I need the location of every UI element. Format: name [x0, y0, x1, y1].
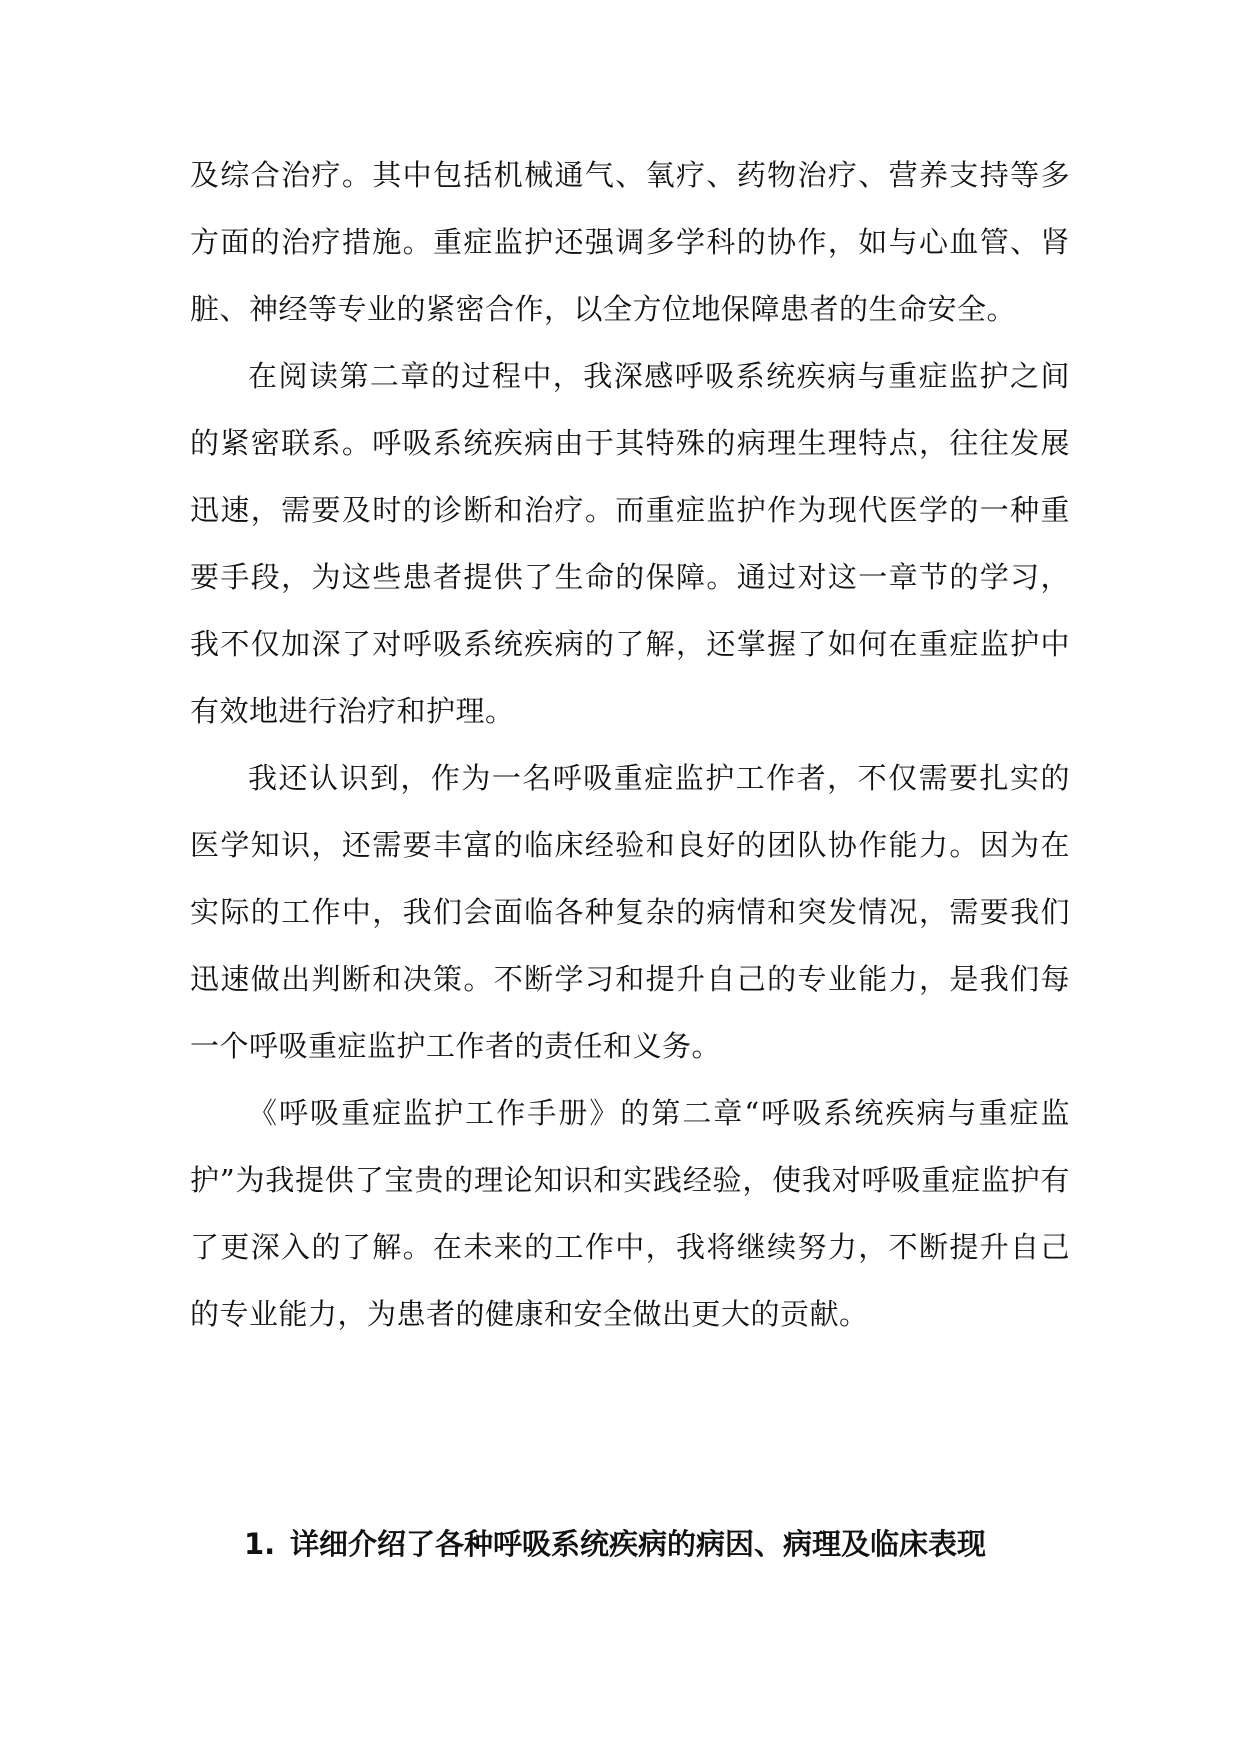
section-heading-text: 详细介绍了各种呼吸系统疾病的病因、病理及临床表现 — [290, 1527, 987, 1561]
document-body — [190, 142, 1070, 1348]
paragraph-professional-requirements: 我还认识到，作为一名呼吸重症监护工作者，不仅需要扎实的医学知识，还需要丰富的临床经验和良好的团队协作能力。因为在实际的工作中，我们会面临各种复杂的病情和突发情况，需要我们迅速做出判断和决策。不断学习和提升自己的专业能力，是我们每一个呼吸重症监护工作者的责任和义务。 — [190, 761, 1070, 1063]
section-heading-number: 1. — [244, 1527, 276, 1561]
section-heading — [244, 1524, 1064, 1564]
paragraph-conclusion: 《呼吸重症监护工作手册》的第二章“呼吸系统疾病与重症监护”为我提供了宝贵的理论知识和实践经验，使我对呼吸重症监护有了更深入的了解。在未来的工作中，我将继续努力，不断提升自己的专业能力，为患者的健康和安全做出更大的贡献。 — [190, 1096, 1070, 1331]
paragraph-treatment-measures: 及综合治疗。其中包括机械通气、氧疗、药物治疗、营养支持等多方面的治疗措施。重症监护还强调多学科的协作，如与心血管、肾脏、神经等专业的紧密合作，以全方位地保障患者的生命安全。 — [190, 158, 1070, 326]
paragraph-reading-reflection: 在阅读第二章的过程中，我深感呼吸系统疾病与重症监护之间的紧密联系。呼吸系统疾病由于其特殊的病理生理特点，往往发展迅速，需要及时的诊断和治疗。而重症监护作为现代医学的一种重要手段，为这些患者提供了生命的保障。通过对这一章节的学习，我不仅加深了对呼吸系统疾病的了解，还掌握了如何在重症监护中有效地进行治疗和护理。 — [190, 359, 1070, 728]
